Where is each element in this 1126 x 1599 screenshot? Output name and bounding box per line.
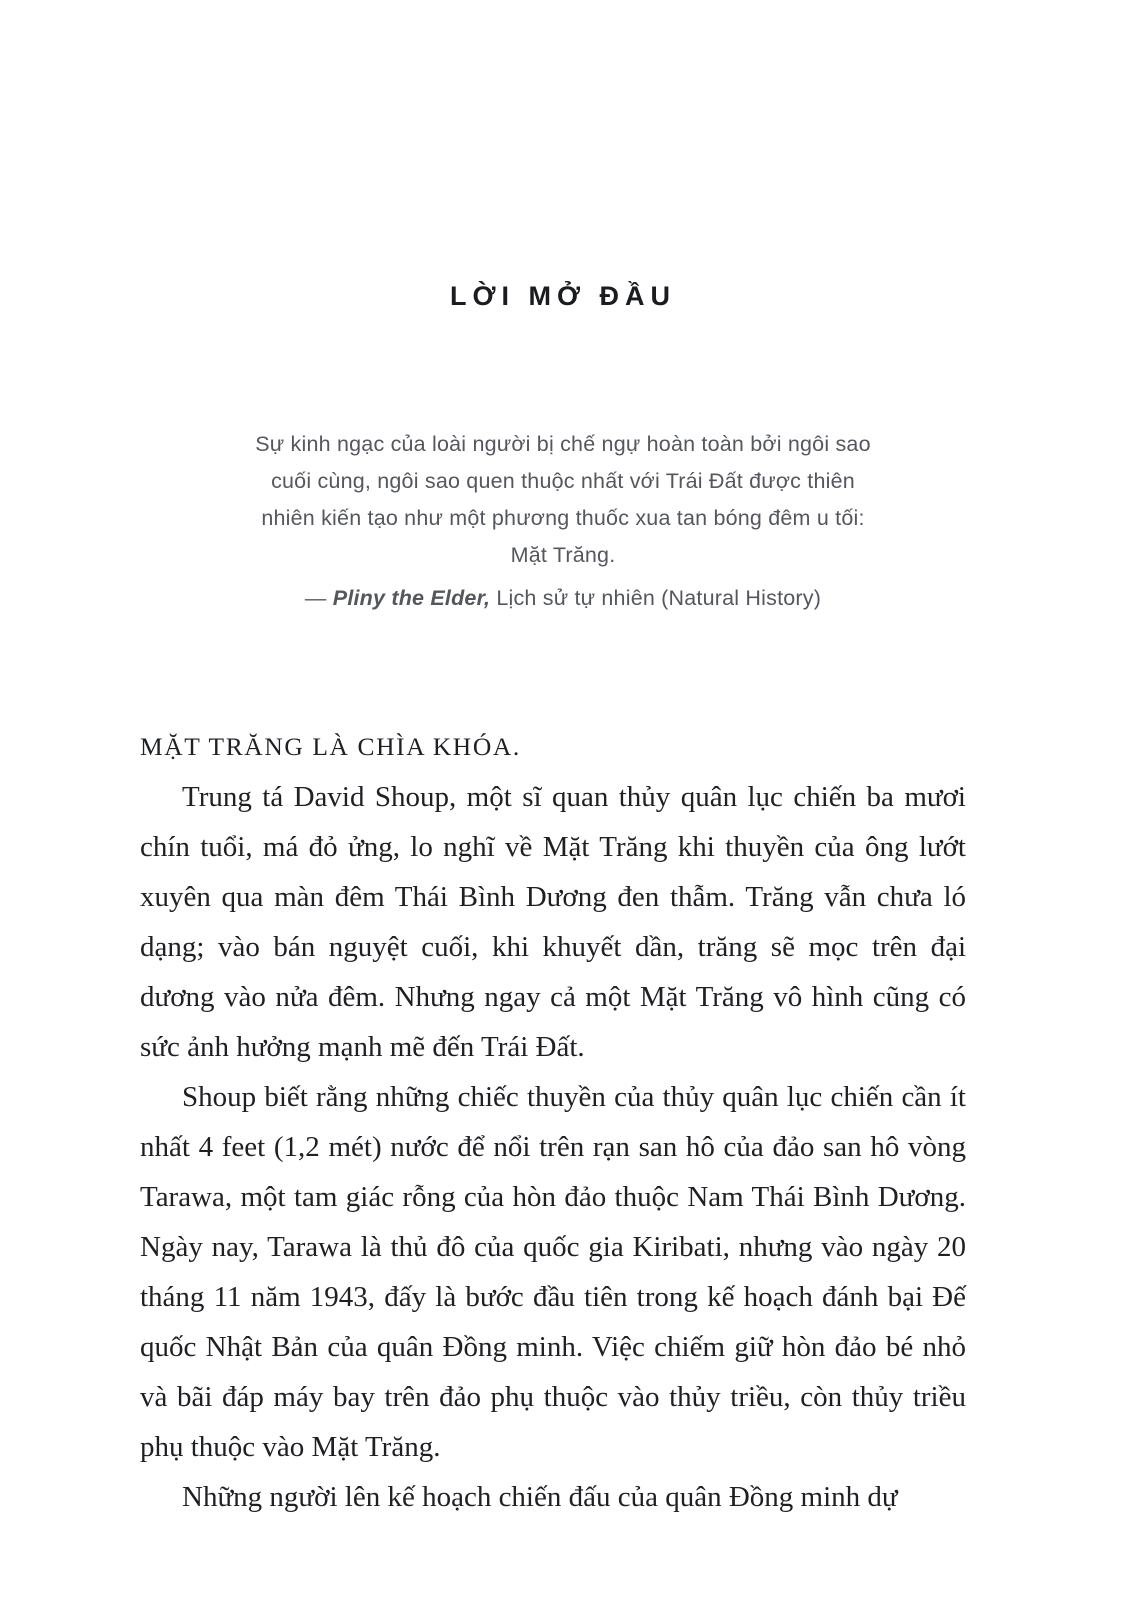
epigraph-line: Sự kinh ngạc của loài người bị chế ngự hoàn toàn bởi ngôi sao — [255, 432, 871, 456]
epigraph-attribution — [163, 580, 963, 617]
body-text — [140, 722, 966, 1522]
attribution-dash: — — [304, 586, 327, 610]
epigraph — [163, 426, 963, 617]
chapter-title: LỜI MỞ ĐẦU — [449, 281, 677, 311]
epigraph-line: nhiên kiến tạo như một phương thuốc xua tan bóng đêm u tối: — [261, 506, 865, 530]
attribution-author: Pliny the Elder, — [332, 586, 491, 610]
paragraph: Trung tá David Shoup, một sĩ quan thủy quân lục chiến ba mươi chín tuổi, má đỏ ửng, lo nghĩ về Mặt Trăng khi thuyền của ông lướt xuyên qua màn đêm Thái Bình Dương đen thẫm. Trăng vẫn chưa ló dạng; vào bán nguyệt cuối, khi khuyết dần, trăng sẽ mọc trên đại dương vào nửa đêm. Nhưng ngay cả một Mặt Trăng vô hình cũng có sức ảnh hưởng mạnh mẽ đến Trái Đất. — [140, 781, 966, 1063]
attribution-work: Lịch sử tự nhiên (Natural History) — [496, 586, 822, 610]
epigraph-line: Mặt Trăng. — [510, 543, 616, 567]
paragraph: Shoup biết rằng những chiếc thuyền của thủy quân lục chiến cần ít nhất 4 feet (1,2 mét) nước để nổi trên rạn san hô của đảo san hô vòng Tarawa, một tam giác rỗng của hòn đảo thuộc Nam Thái Bình Dương. Ngày nay, Tarawa là thủ đô của quốc gia Kiribati, nhưng vào ngày 20 tháng 11 năm 1943, đấy là bước đầu tiên trong kế hoạch đánh bại Đế quốc Nhật Bản của quân Đồng minh. Việc chiếm giữ hòn đảo bé nhỏ và bãi đáp máy bay trên đảo phụ thuộc vào thủy triều, còn thủy triều phụ thuộc vào Mặt Trăng. — [140, 1081, 966, 1463]
paragraph: Những người lên kế hoạch chiến đấu của quân Đồng minh dự — [182, 1481, 898, 1513]
epigraph-line: cuối cùng, ngôi sao quen thuộc nhất với Trái Đất được thiên — [271, 469, 855, 493]
opening-phrase: MẶT TRĂNG LÀ CHÌA KHÓA. — [140, 732, 521, 761]
